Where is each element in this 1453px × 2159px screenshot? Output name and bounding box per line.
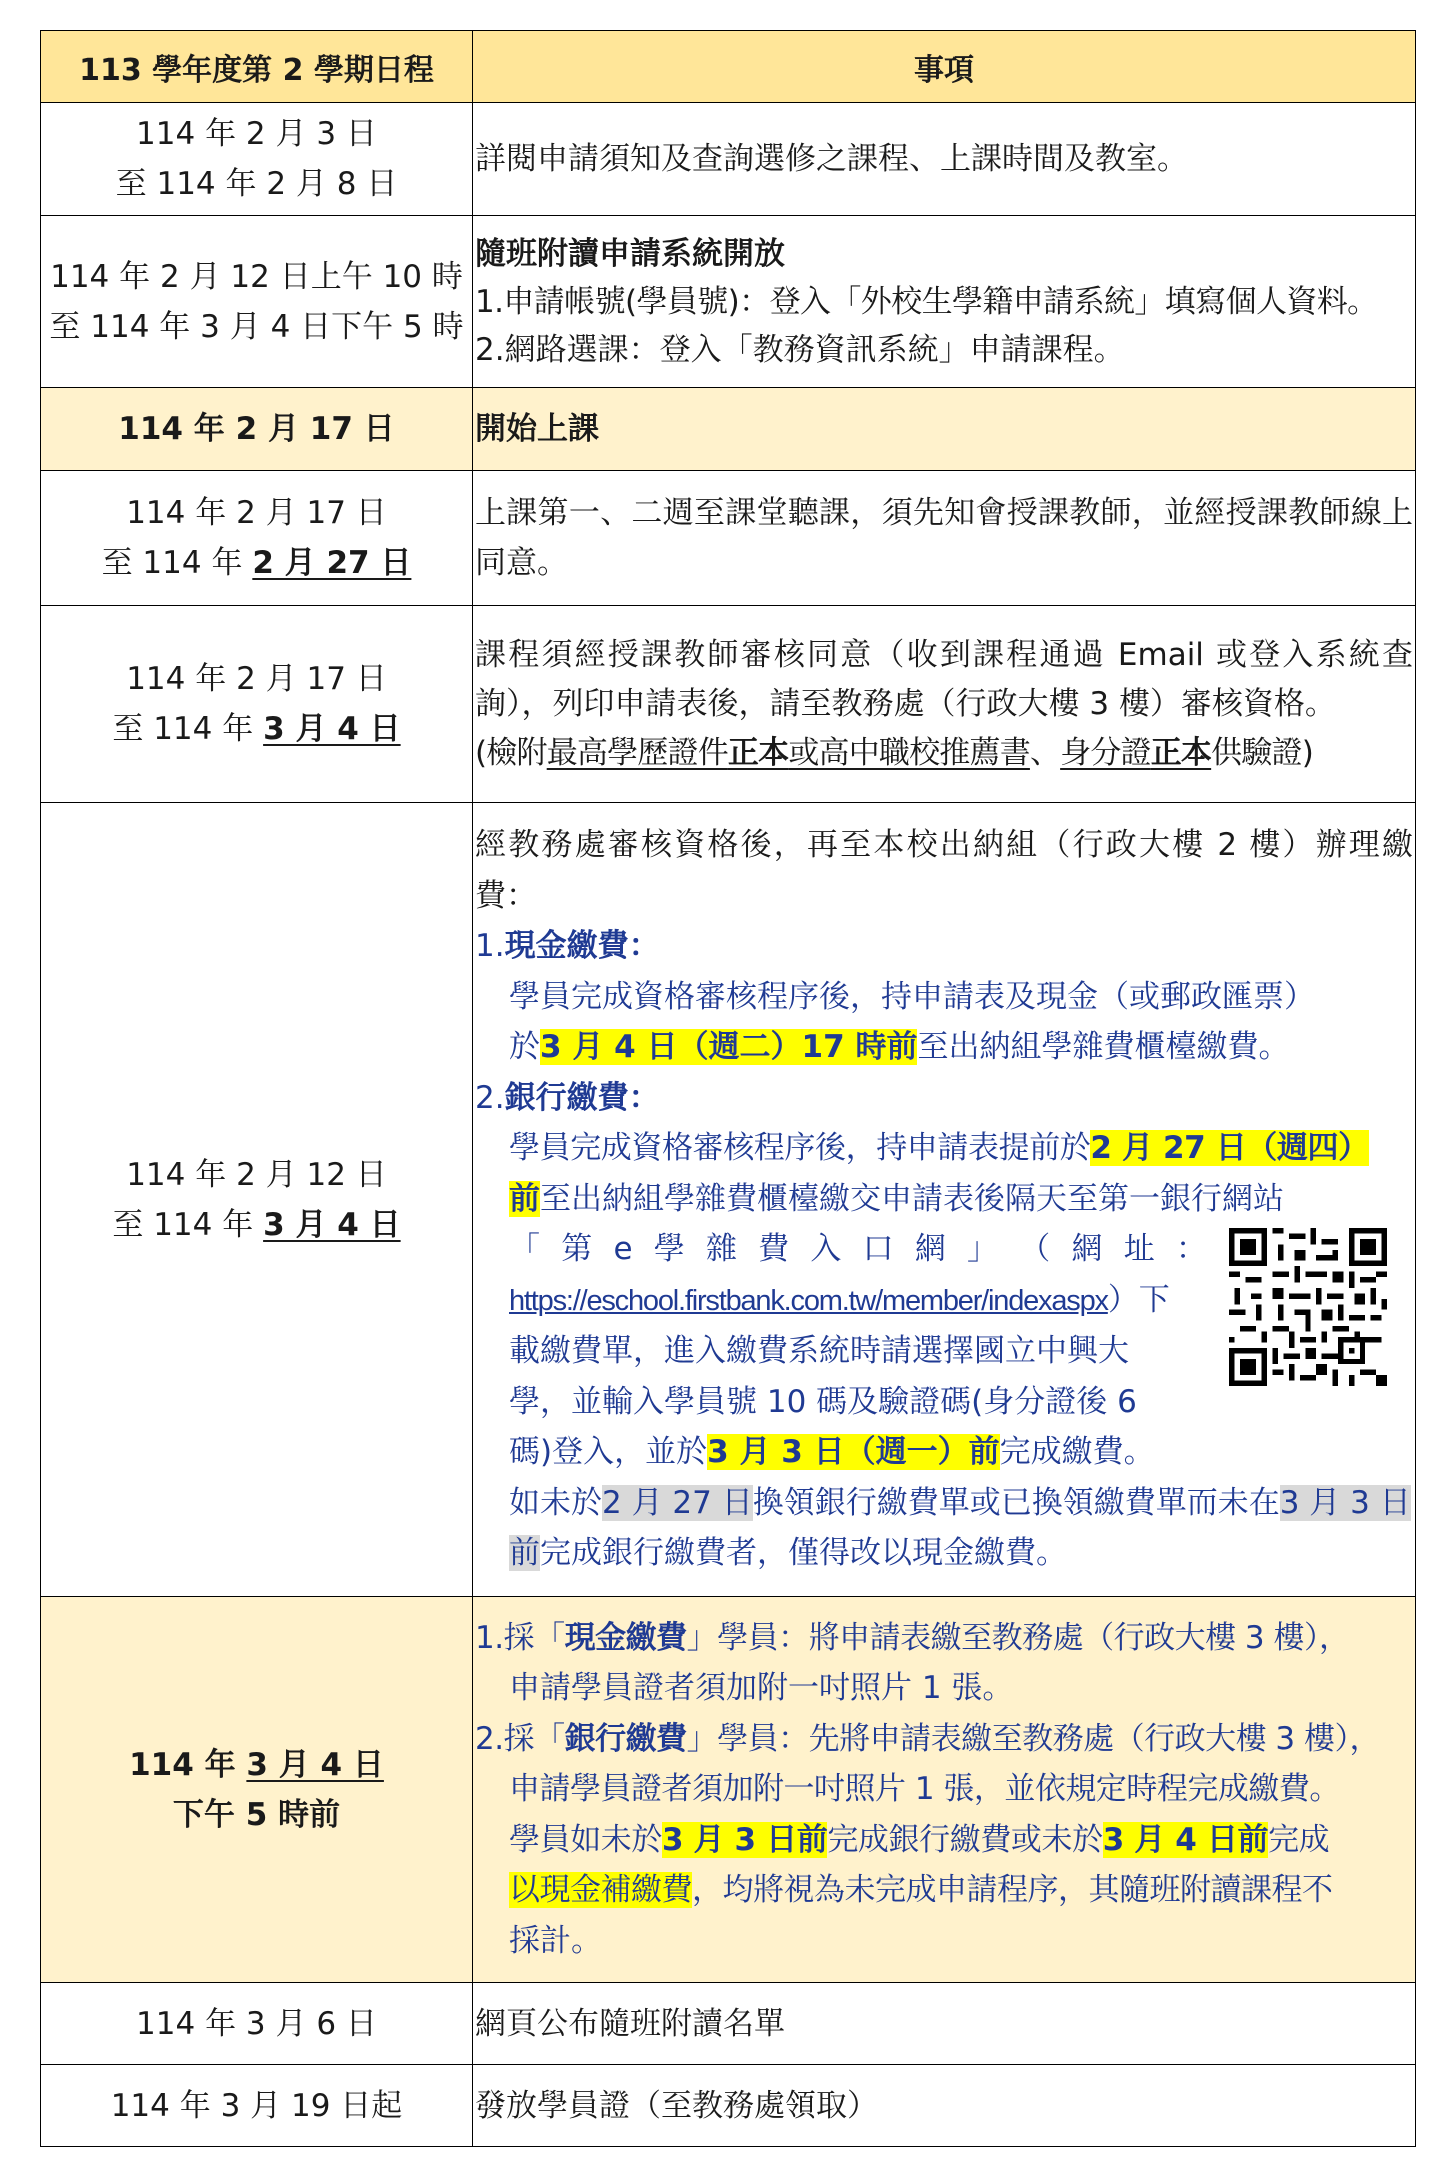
table-row [41, 216, 1416, 388]
note-part: 、 [1029, 734, 1061, 771]
text-part: 」學員：先將申請表繳至教務處（行政大樓 3 樓）， [686, 1720, 1381, 1757]
highlight: 3 月 3 日（週一）前 [707, 1434, 1000, 1471]
title-number: 1. [475, 928, 505, 965]
qr-code-graphic [1229, 1228, 1387, 1386]
note-part: 身分證 [1060, 734, 1151, 771]
date-cell [41, 103, 473, 216]
date-line [45, 538, 468, 588]
text-part: 2.採「 [475, 1720, 565, 1757]
table-row [41, 1597, 1416, 1983]
table-row [41, 471, 1416, 606]
highlight: 3 月 4 日（週二）17 時前 [540, 1029, 918, 1066]
date-line: 下午 5 時前 [172, 1796, 341, 1833]
site-char: 學 [653, 1231, 685, 1268]
date-line: 114 年 2 月 12 日上午 10 時 [50, 258, 463, 295]
date-line: 114 年 2 月 3 日 [136, 116, 377, 152]
bank-applicant-line: 採計。 [509, 1922, 602, 1959]
item-cell: 網頁公布隨班附讀名單 [473, 1983, 1416, 2065]
bank-line [475, 1123, 1413, 1174]
bank-line [475, 1174, 1413, 1225]
text-part: 學員完成資格審核程序後，持申請表提前於 [509, 1130, 1091, 1167]
date-line [45, 1740, 468, 1790]
text-part: 銀行繳費 [564, 1720, 687, 1757]
note-part: 最高學歷證件 [546, 734, 728, 771]
text-part: 碼)登入，並於 [509, 1434, 708, 1471]
bank-applicant-line: 申請學員證者須加附一吋照片 1 張，並依規定時程完成繳費。 [509, 1771, 1340, 1808]
text-part: 完成繳費。 [999, 1434, 1155, 1471]
date-cell [41, 803, 473, 1597]
date-cell: 114 年 3 月 6 日 [41, 1983, 473, 2065]
site-char: 入 [810, 1231, 842, 1268]
item-line: 1.申請帳號(學員號)：登入「外校生學籍申請系統」填寫個人資料。 [475, 283, 1378, 320]
highlight: 以現金補繳費 [509, 1872, 692, 1909]
item-cell [473, 1597, 1416, 1983]
bank-payment-title [475, 1073, 1413, 1124]
site-char: 第 [561, 1231, 593, 1268]
note-part: 供驗證) [1211, 734, 1314, 771]
cash-payment-title [475, 921, 1413, 972]
schedule-table [40, 30, 1416, 2147]
item-cell: 開始上課 [473, 388, 1416, 471]
text-part: 至出納組學雜費櫃檯繳費。 [917, 1029, 1290, 1066]
bank-detail-block [475, 1224, 1413, 1579]
header-item: 事項 [473, 31, 1416, 103]
text-part: 於 [509, 1029, 540, 1066]
item-cell [473, 803, 1416, 1597]
table-row [41, 803, 1416, 1597]
site-char: 」 [967, 1231, 999, 1268]
table-row [41, 2065, 1416, 2147]
table-row [41, 388, 1416, 471]
text-part: ，均將視為未完成申請程序，其隨班附讀課程不 [692, 1872, 1333, 1909]
cash-applicant-line [475, 1613, 1413, 1664]
date-emphasis: 2 月 27 日 [252, 545, 412, 581]
note-part: 正本 [1150, 734, 1212, 771]
text-part: 完成銀行繳費或未於 [827, 1821, 1103, 1858]
verification-note [475, 729, 1413, 778]
bank-line [509, 1427, 1413, 1478]
site-char: e [613, 1231, 633, 1268]
date-cell [41, 471, 473, 606]
bank-line: 載繳費單，進入繳費系統時請選擇國立中興大 [509, 1333, 1129, 1370]
text-part: 學員如未於 [509, 1821, 662, 1858]
text-part: 換領銀行繳費單或已換領繳費單而未在 [752, 1484, 1280, 1521]
date-cell [41, 216, 473, 388]
text-part: 1.採「 [475, 1619, 565, 1656]
site-char: 網 [1071, 1231, 1103, 1268]
site-char: 費 [758, 1231, 790, 1268]
date-line [45, 1200, 468, 1250]
bank-url-link[interactable]: https://eschool.firstbank.com.tw/member/indexaspx [509, 1284, 1108, 1317]
item-line: 2.網路選課：登入「教務資訊系統」申請課程。 [475, 331, 1125, 368]
date-cell: 114 年 2 月 17 日 [41, 388, 473, 471]
item-text: 課程須經授課教師審核同意（收到課程通過 Email 或登入系統查詢），列印申請表後，請至教務處（行政大樓 3 樓）審核資格。 [475, 636, 1413, 722]
site-char: 雜 [705, 1231, 737, 1268]
title-text: 現金繳費： [504, 928, 660, 965]
table-row [41, 1983, 1416, 2065]
date-line: 114 年 2 月 12 日 [126, 1156, 387, 1193]
date-cell: 114 年 3 月 19 日起 [41, 2065, 473, 2147]
item-text: 詳閱申請須知及查詢選修之課程、上課時間及教室。 [475, 141, 1188, 177]
site-char: 口 [862, 1231, 894, 1268]
date-cell [41, 1597, 473, 1983]
payment-intro: 經教務處審核資格後，再至本校出納組（行政大樓 2 樓）辦理繳費： [475, 827, 1413, 914]
bank-applicant-line [475, 1865, 1413, 1916]
item-cell: 發放學員證（至教務處領取） [473, 2065, 1416, 2147]
date-cell [41, 606, 473, 803]
date-prefix: 114 年 [129, 1746, 247, 1783]
site-char: （ [1019, 1231, 1051, 1268]
date-prefix: 至 114 年 [112, 711, 264, 747]
site-char: 網 [914, 1231, 946, 1268]
item-cell [473, 471, 1416, 606]
site-char: 「 [509, 1231, 540, 1268]
date-line: 114 年 2 月 17 日 [126, 495, 387, 531]
bank-applicant-line [475, 1714, 1413, 1765]
date-emphasis: 3 月 4 日 [263, 711, 401, 747]
item-title: 隨班附讀申請系統開放 [475, 235, 785, 272]
date-emphasis: 3 月 4 日 [246, 1746, 384, 1783]
note-part: 或高中職校推薦書 [788, 734, 1030, 771]
text-part: 現金繳費 [564, 1619, 687, 1656]
date-emphasis: 3 月 4 日 [263, 1206, 401, 1243]
gray-highlight: 2 月 27 日 [602, 1484, 753, 1521]
header-date: 113 學年度第 2 學期日程 [41, 31, 473, 103]
bank-applicant-line [475, 1815, 1413, 1866]
highlight: 3 月 3 日前 [662, 1821, 828, 1858]
item-text: 上課第一、二週至課堂聽課，須先知會授課教師，並經授課教師線上同意。 [475, 495, 1413, 581]
text-part: 」學員：將申請表繳至教務處（行政大樓 3 樓）， [686, 1619, 1350, 1656]
highlight: 2 月 27 日（週四） [1090, 1130, 1369, 1167]
title-number: 2. [475, 1079, 505, 1116]
text-part: 至出納組學雜費櫃檯繳交申請表後隔天至第一銀行網站 [540, 1180, 1284, 1217]
text-part: 如未於 [509, 1484, 602, 1521]
cash-line: 學員完成資格審核程序後，持申請表及現金（或郵政匯票） [509, 978, 1315, 1015]
title-text: 銀行繳費： [504, 1079, 660, 1116]
site-char: ： [1175, 1231, 1207, 1268]
text-part: 完成銀行繳費者，僅得改以現金繳費。 [540, 1535, 1067, 1572]
highlight: 3 月 4 日前 [1102, 1821, 1269, 1858]
text-part: ）下 [1107, 1281, 1170, 1318]
date-prefix: 至 114 年 [112, 1206, 264, 1243]
date-prefix: 至 114 年 [101, 545, 253, 581]
cash-applicant-line: 申請學員證者須加附一吋照片 1 張。 [509, 1670, 1014, 1707]
header-row [41, 31, 1416, 103]
date-line: 至 114 年 3 月 4 日下午 5 時 [49, 308, 464, 345]
date-line: 114 年 2 月 17 日 [126, 661, 387, 697]
gray-highlight: 3 月 3 日前 [509, 1484, 1411, 1572]
item-cell [473, 216, 1416, 388]
item-cell [473, 103, 1416, 216]
table-row [41, 103, 1416, 216]
date-line: 至 114 年 2 月 8 日 [115, 166, 398, 202]
date-line [45, 704, 468, 754]
highlight: 前 [509, 1180, 540, 1217]
late-payment-note [509, 1478, 1413, 1579]
note-part: 正本 [727, 734, 789, 771]
table-row [41, 606, 1416, 803]
bank-site-line [509, 1224, 1207, 1275]
bank-line: 學，並輸入學員號 10 碼及驗證碼(身分證後 6 [509, 1383, 1137, 1420]
text-part: 完成 [1268, 1821, 1330, 1858]
site-char: 址 [1123, 1231, 1155, 1268]
qr-code-icon [1229, 1228, 1387, 1386]
note-part: (檢附 [475, 734, 547, 771]
item-cell [473, 606, 1416, 803]
cash-line [475, 1022, 1413, 1073]
